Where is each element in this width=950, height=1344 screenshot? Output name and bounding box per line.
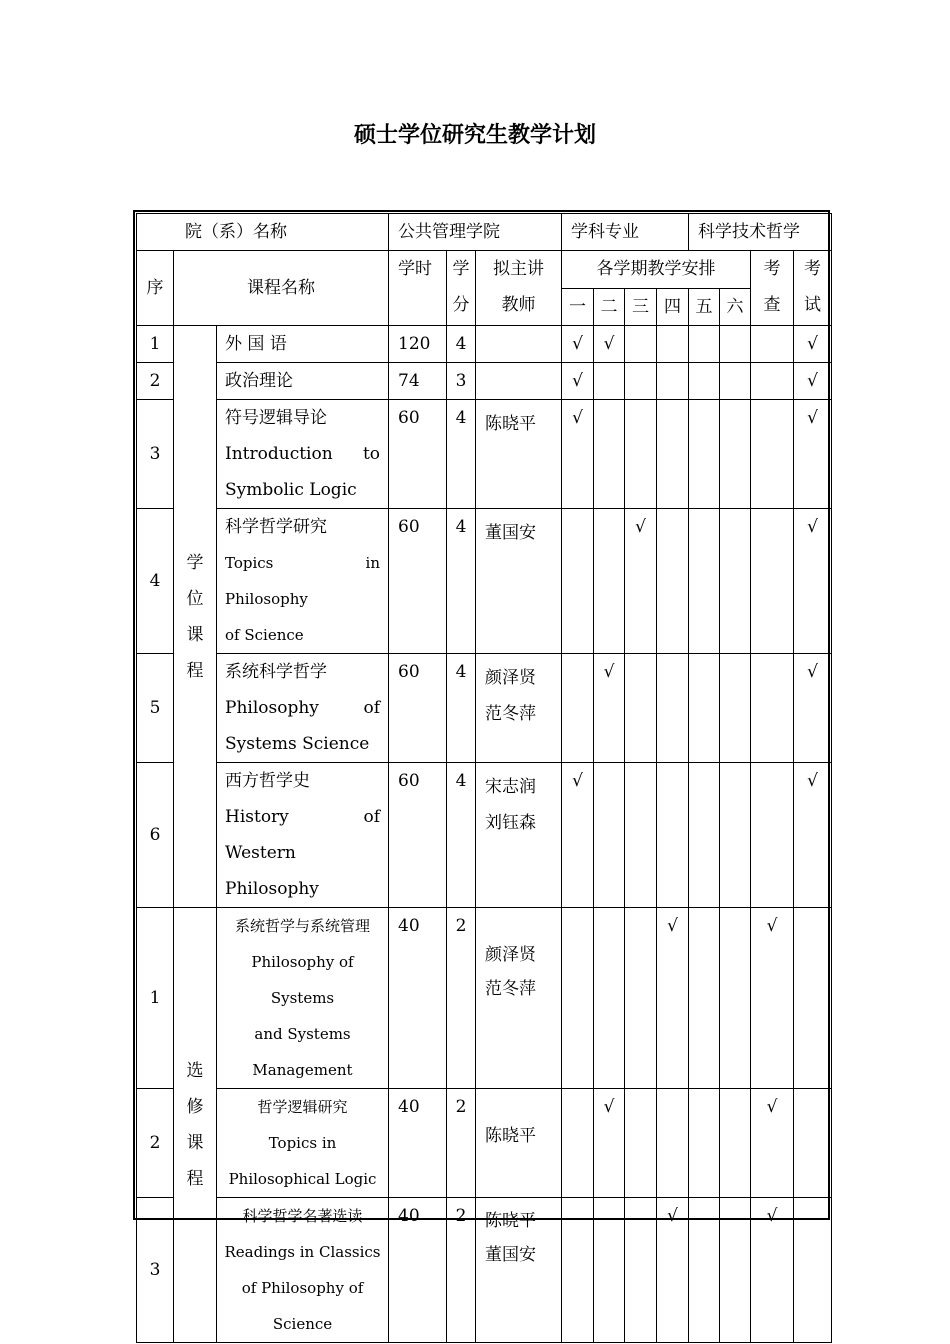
check-cell	[751, 363, 794, 400]
teacher-name: 陈晓平	[485, 1211, 537, 1231]
teacher-name: 颜泽贤	[485, 668, 537, 688]
semester-2-cell	[594, 763, 625, 908]
check-mark: √	[807, 408, 818, 428]
semester-4-cell	[657, 363, 689, 400]
header-credit-1: 学	[452, 259, 470, 279]
semester-4-cell	[657, 654, 689, 763]
check-mark: √	[766, 1097, 778, 1117]
semester-3-cell	[625, 654, 657, 763]
group-char: 程	[186, 660, 204, 681]
course-credit: 4	[447, 400, 476, 509]
teacher-name: 刘钰森	[485, 813, 537, 833]
row-seq: 2	[137, 1089, 174, 1198]
semester-3-cell	[625, 363, 657, 400]
semester-1-cell	[562, 1089, 594, 1198]
check-mark: √	[572, 771, 583, 791]
course-hours: 40	[389, 1089, 447, 1198]
course-name-cn: 符号逻辑导论	[225, 408, 327, 428]
header-sem-2: 二	[594, 289, 625, 326]
row-seq: 4	[137, 509, 174, 654]
group-char: 修	[186, 1097, 204, 1117]
semester-2-cell	[594, 326, 625, 363]
table-row	[137, 1198, 832, 1343]
teacher-name: 颜泽贤	[485, 945, 537, 965]
header-credit-2: 分	[452, 295, 470, 315]
check-cell	[751, 400, 794, 509]
check-mark: √	[766, 916, 778, 936]
check-mark: √	[667, 916, 678, 936]
course-name-cn: 系统哲学与系统管理	[235, 917, 371, 935]
dept-value: 公共管理学院	[389, 214, 562, 251]
semester-4-cell	[657, 908, 689, 1089]
teaching-plan-table	[136, 213, 832, 1343]
course-name-cn: 政治理论	[225, 371, 293, 391]
course-name	[217, 400, 389, 509]
teacher-name: 范冬萍	[485, 979, 537, 999]
row-seq: 1	[137, 326, 174, 363]
semester-6-cell	[720, 1198, 751, 1343]
row-seq: 3	[137, 400, 174, 509]
row-seq: 3	[137, 1198, 174, 1343]
course-hours: 60	[389, 654, 447, 763]
course-name	[217, 1198, 389, 1343]
header-semesters: 各学期教学安排	[562, 251, 751, 289]
semester-6-cell	[720, 654, 751, 763]
check-mark: √	[807, 371, 818, 391]
course-hours: 60	[389, 763, 447, 908]
course-teacher	[476, 763, 562, 908]
table-row	[137, 654, 832, 763]
course-name-en: Philosophical Logic	[228, 1170, 377, 1188]
semester-5-cell	[689, 363, 720, 400]
header-sem-1: 一	[562, 289, 594, 326]
header-credit	[447, 251, 476, 326]
check-cell	[751, 763, 794, 908]
course-hours: 60	[389, 509, 447, 654]
exam-cell	[794, 400, 832, 509]
course-credit: 2	[447, 1089, 476, 1198]
teacher-name: 宋志润	[485, 777, 537, 797]
semester-2-cell	[594, 509, 625, 654]
course-name-en: Systems Science	[225, 734, 370, 754]
exam-cell	[794, 363, 832, 400]
semester-5-cell	[689, 654, 720, 763]
course-name-en: Topics in	[268, 1134, 337, 1152]
header-teacher	[476, 251, 562, 326]
semester-4-cell	[657, 400, 689, 509]
check-cell	[751, 908, 794, 1089]
group-char: 选	[186, 1061, 204, 1081]
course-name-cn: 西方哲学史	[225, 771, 310, 791]
course-credit: 4	[447, 326, 476, 363]
semester-6-cell	[720, 400, 751, 509]
header-sem-6: 六	[720, 289, 751, 326]
course-teacher	[476, 326, 562, 363]
course-teacher	[476, 654, 562, 763]
group-char: 位	[186, 588, 204, 609]
course-name-cn: 科学哲学研究	[225, 517, 327, 537]
semester-6-cell	[720, 1089, 751, 1198]
header-seq: 序	[137, 251, 174, 326]
semester-3-cell	[625, 509, 657, 654]
semester-1-cell	[562, 908, 594, 1089]
course-teacher	[476, 400, 562, 509]
exam-cell	[794, 509, 832, 654]
course-name-cn: 哲学逻辑研究	[257, 1098, 348, 1116]
course-hours: 60	[389, 400, 447, 509]
course-hours: 120	[389, 326, 447, 363]
course-name	[217, 654, 389, 763]
semester-5-cell	[689, 400, 720, 509]
course-name-en: Philosophy	[225, 879, 319, 899]
check-mark: √	[603, 662, 615, 682]
row-seq: 2	[137, 363, 174, 400]
check-cell	[751, 1198, 794, 1343]
course-teacher	[476, 1089, 562, 1198]
header-sem-5: 五	[689, 289, 720, 326]
course-name	[217, 326, 389, 363]
table-row	[137, 400, 832, 509]
course-teacher	[476, 363, 562, 400]
header-exam-2: 试	[804, 295, 822, 315]
header-exam	[794, 251, 832, 326]
course-name-en: of Philosophy of	[241, 1279, 364, 1297]
dept-label: 院（系）名称	[137, 214, 389, 251]
check-mark: √	[667, 1206, 678, 1226]
semester-1-cell	[562, 400, 594, 509]
course-hours: 40	[389, 1198, 447, 1343]
course-credit: 4	[447, 654, 476, 763]
group-degree	[174, 326, 217, 908]
course-name-en: History of Western	[225, 807, 381, 863]
exam-cell	[794, 1198, 832, 1343]
semester-2-cell	[594, 654, 625, 763]
semester-1-cell	[562, 763, 594, 908]
course-name-cn: 外 国 语	[225, 334, 287, 354]
check-mark: √	[572, 334, 583, 354]
course-name-en: Philosophy of Systems	[251, 953, 354, 1007]
semester-6-cell	[720, 509, 751, 654]
course-credit: 3	[447, 363, 476, 400]
semester-4-cell	[657, 1198, 689, 1343]
header-row-1	[137, 251, 832, 289]
course-name-cn: 科学哲学名著选读	[242, 1207, 363, 1225]
check-mark: √	[635, 517, 646, 537]
teacher-name: 范冬萍	[485, 704, 537, 724]
semester-3-cell	[625, 1198, 657, 1343]
course-credit: 4	[447, 763, 476, 908]
check-mark: √	[807, 771, 818, 791]
exam-cell	[794, 326, 832, 363]
row-seq: 6	[137, 763, 174, 908]
semester-1-cell	[562, 326, 594, 363]
semester-5-cell	[689, 908, 720, 1089]
semester-6-cell	[720, 326, 751, 363]
teacher-name: 董国安	[485, 523, 537, 543]
exam-cell	[794, 763, 832, 908]
course-name	[217, 509, 389, 654]
course-teacher	[476, 908, 562, 1089]
course-name-en: of Science	[225, 626, 304, 644]
page-title: 硕士学位研究生教学计划	[353, 123, 596, 148]
semester-2-cell	[594, 1198, 625, 1343]
course-hours: 74	[389, 363, 447, 400]
course-name	[217, 763, 389, 908]
group-char: 课	[186, 1133, 204, 1153]
semester-5-cell	[689, 1089, 720, 1198]
table-row	[137, 363, 832, 400]
info-row	[137, 214, 832, 251]
major-value: 科学技术哲学	[689, 214, 832, 251]
header-teacher-2: 教师	[501, 295, 536, 315]
header-exam-1: 考	[804, 259, 822, 279]
header-hours: 学时	[389, 251, 447, 326]
semester-4-cell	[657, 1089, 689, 1198]
semester-1-cell	[562, 363, 594, 400]
course-name-en: and Systems	[254, 1025, 351, 1043]
group-char: 学	[186, 552, 204, 573]
check-mark: √	[807, 662, 818, 682]
semester-4-cell	[657, 326, 689, 363]
check-mark: √	[807, 517, 818, 537]
course-name-en: Topics in Philosophy	[225, 554, 381, 608]
semester-1-cell	[562, 1198, 594, 1343]
course-name-en: Management	[252, 1061, 353, 1079]
semester-3-cell	[625, 908, 657, 1089]
check-mark: √	[766, 1206, 778, 1226]
course-name-cn: 系统科学哲学	[225, 662, 327, 682]
group-char: 课	[186, 624, 204, 645]
semester-3-cell	[625, 1089, 657, 1198]
course-credit: 4	[447, 509, 476, 654]
check-mark: √	[603, 1097, 615, 1117]
course-credit: 2	[447, 908, 476, 1089]
table-row	[137, 763, 832, 908]
header-sem-3: 三	[625, 289, 657, 326]
header-check-1: 考	[763, 259, 781, 279]
teacher-name: 陈晓平	[485, 414, 537, 434]
header-teacher-1: 拟主讲	[493, 259, 545, 279]
header-check-2: 查	[763, 295, 781, 315]
header-course: 课程名称	[174, 251, 389, 326]
semester-5-cell	[689, 326, 720, 363]
check-mark: √	[807, 334, 818, 354]
course-credit: 2	[447, 1198, 476, 1343]
row-seq: 5	[137, 654, 174, 763]
check-cell	[751, 1089, 794, 1198]
table-row	[137, 509, 832, 654]
semester-1-cell	[562, 509, 594, 654]
teacher-name: 陈晓平	[485, 1126, 537, 1146]
group-char: 程	[186, 1169, 204, 1189]
course-name	[217, 363, 389, 400]
table-row	[137, 1089, 832, 1198]
semester-2-cell	[594, 1089, 625, 1198]
semester-5-cell	[689, 763, 720, 908]
semester-3-cell	[625, 400, 657, 509]
semester-2-cell	[594, 363, 625, 400]
semester-5-cell	[689, 1198, 720, 1343]
semester-6-cell	[720, 908, 751, 1089]
table-row	[137, 326, 832, 363]
check-mark: √	[572, 408, 583, 428]
course-hours: 40	[389, 908, 447, 1089]
course-name	[217, 908, 389, 1089]
course-name-en: Science	[272, 1315, 333, 1333]
check-cell	[751, 326, 794, 363]
course-teacher	[476, 509, 562, 654]
course-name	[217, 1089, 389, 1198]
row-seq: 1	[137, 908, 174, 1089]
semester-6-cell	[720, 363, 751, 400]
semester-4-cell	[657, 509, 689, 654]
semester-2-cell	[594, 400, 625, 509]
semester-6-cell	[720, 763, 751, 908]
check-mark: √	[603, 334, 615, 354]
check-mark: √	[572, 371, 583, 391]
course-name-en: Symbolic Logic	[225, 480, 357, 500]
group-elective	[174, 908, 217, 1343]
major-label: 学科专业	[562, 214, 689, 251]
semester-2-cell	[594, 908, 625, 1089]
table-row	[137, 908, 832, 1089]
course-name-en: Introduction to	[225, 444, 381, 464]
exam-cell	[794, 908, 832, 1089]
semester-1-cell	[562, 654, 594, 763]
course-name-en: Readings in Classics	[224, 1243, 381, 1261]
course-name-en: Philosophy of	[225, 698, 381, 718]
semester-3-cell	[625, 326, 657, 363]
exam-cell	[794, 1089, 832, 1198]
course-teacher	[476, 1198, 562, 1343]
semester-4-cell	[657, 763, 689, 908]
exam-cell	[794, 654, 832, 763]
check-cell	[751, 654, 794, 763]
semester-3-cell	[625, 763, 657, 908]
check-cell	[751, 509, 794, 654]
teacher-name: 董国安	[485, 1245, 537, 1265]
semester-5-cell	[689, 509, 720, 654]
header-sem-4: 四	[657, 289, 689, 326]
header-check	[751, 251, 794, 326]
